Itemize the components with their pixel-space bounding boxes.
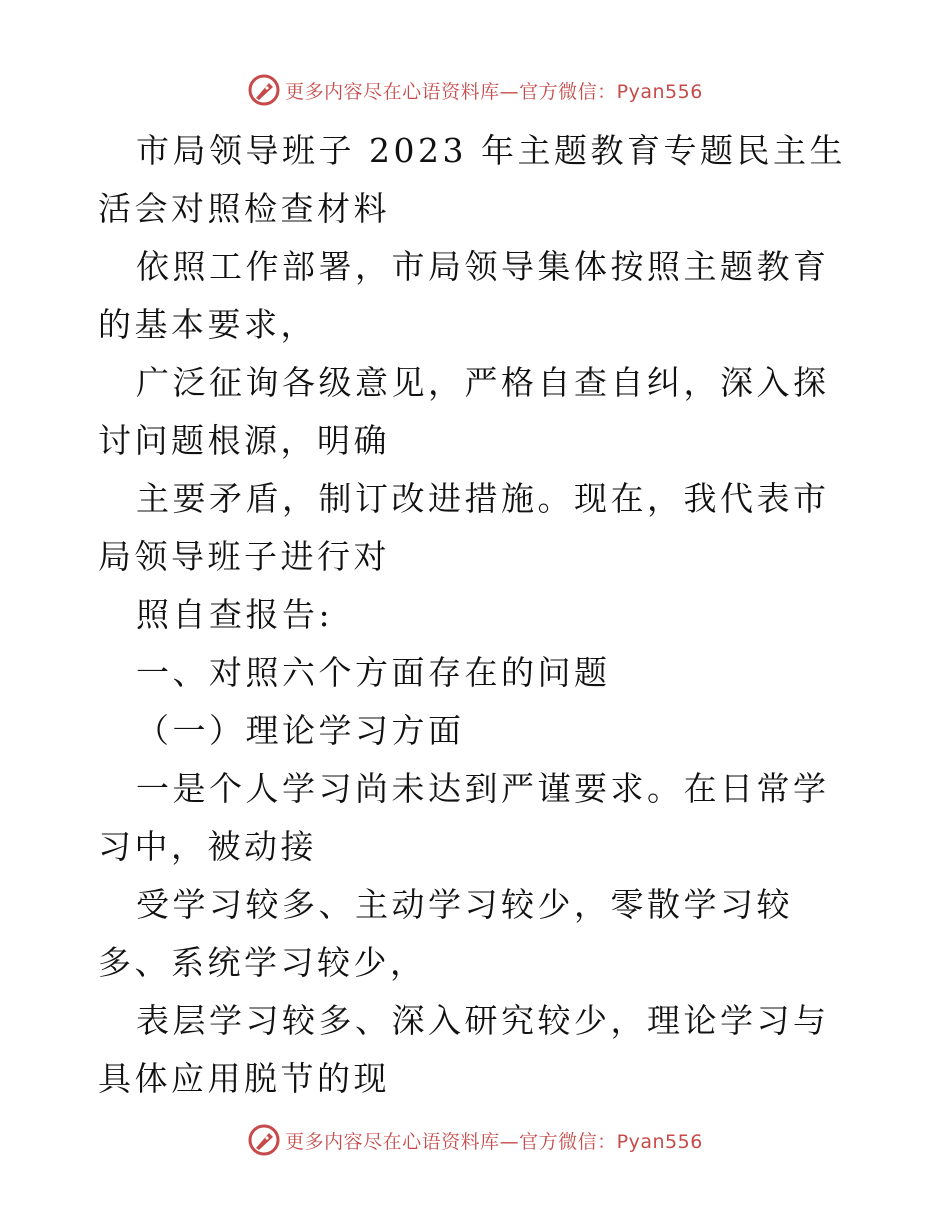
header-watermark <box>0 72 950 108</box>
paragraph: 广泛征询各级意见，严格自查自纠，深入探讨问题根源，明确 <box>98 363 830 460</box>
paragraph: 主要矛盾，制订改进措施。现在，我代表市局领导班子进行对 <box>98 479 830 576</box>
pen-nib-logo-icon <box>247 73 281 107</box>
footer-watermark <box>0 1122 950 1158</box>
document-body <box>98 122 858 1108</box>
subsection-heading: （一）理论学习方面 <box>136 711 465 750</box>
watermark-text: 更多内容尽在心语资料库—官方微信：Pyan556 <box>285 80 703 103</box>
paragraph: 照自查报告: <box>136 595 334 634</box>
watermark-text: 更多内容尽在心语资料库—官方微信：Pyan556 <box>285 1130 703 1153</box>
paragraph: 依照工作部署，市局领导集体按照主题教育的基本要求， <box>98 247 830 344</box>
paragraph: 表层学习较多、深入研究较少，理论学习与具体应用脱节的现 <box>98 1001 830 1098</box>
paragraph: 受学习较多、主动学习较少，零散学习较多、系统学习较少， <box>98 885 793 982</box>
document-title: 市局领导班子 2023 年主题教育专题民主生活会对照检查材料 <box>98 131 846 228</box>
pen-nib-logo-icon <box>247 1123 281 1157</box>
paragraph: 一是个人学习尚未达到严谨要求。在日常学习中，被动接 <box>98 769 830 866</box>
section-heading: 一、对照六个方面存在的问题 <box>136 653 611 692</box>
